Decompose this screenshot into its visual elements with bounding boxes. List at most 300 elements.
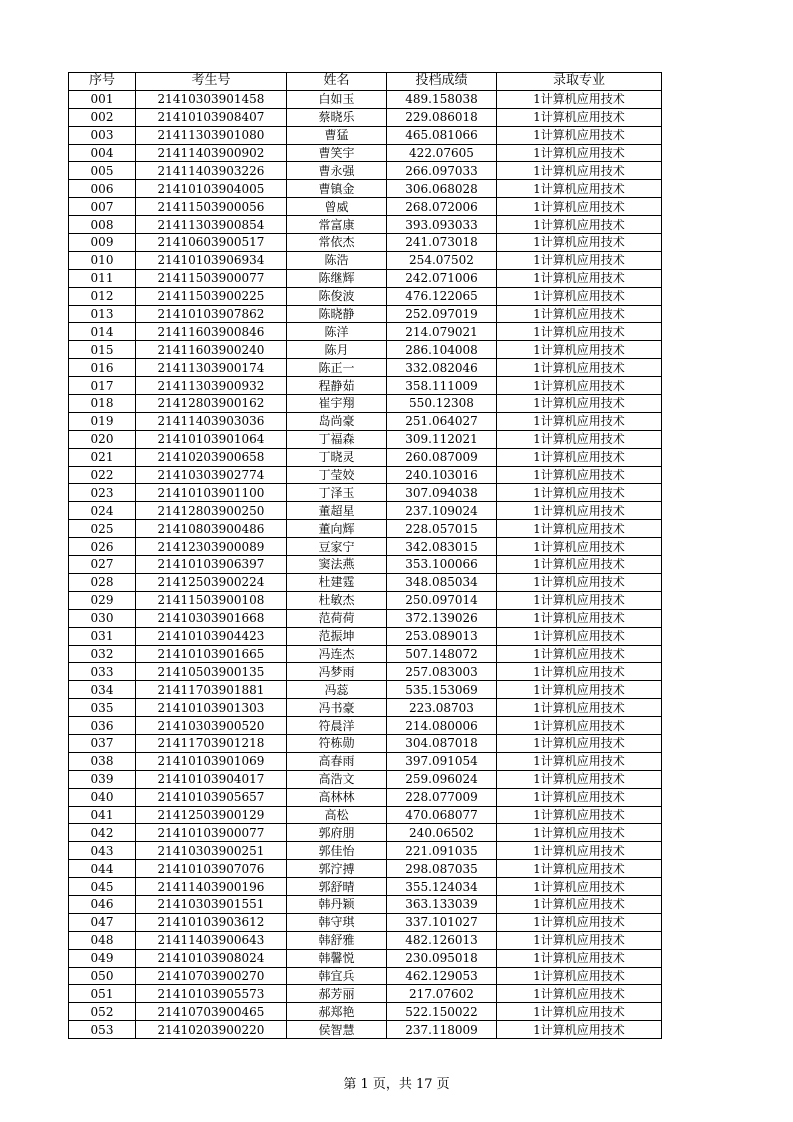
- cell-score: 397.091054: [387, 752, 497, 770]
- cell-name: 郭府朋: [287, 824, 387, 842]
- cell-major: 1计算机应用技术: [497, 824, 662, 842]
- table-row: [69, 126, 662, 144]
- cell-name: 常依杰: [287, 234, 387, 252]
- table-row: [69, 359, 662, 377]
- cell-name: 常富康: [287, 216, 387, 234]
- cell-score: 214.080006: [387, 717, 497, 735]
- cell-seq: 043: [69, 842, 136, 860]
- table-row: [69, 878, 662, 896]
- cell-major: 1计算机应用技术: [497, 251, 662, 269]
- cell-exam-id: 21410103901665: [136, 645, 287, 663]
- cell-major: 1计算机应用技术: [497, 752, 662, 770]
- cell-exam-id: 21411303900854: [136, 216, 287, 234]
- cell-major: 1计算机应用技术: [497, 573, 662, 591]
- cell-name: 韩丹颖: [287, 895, 387, 913]
- cell-exam-id: 21411403900902: [136, 144, 287, 162]
- cell-name: 曾威: [287, 198, 387, 216]
- table-row: [69, 770, 662, 788]
- cell-seq: 008: [69, 216, 136, 234]
- cell-name: 冯连杰: [287, 645, 387, 663]
- cell-name: 陈洋: [287, 323, 387, 341]
- cell-score: 309.112021: [387, 430, 497, 448]
- cell-seq: 031: [69, 627, 136, 645]
- cell-score: 251.064027: [387, 412, 497, 430]
- table-row: [69, 162, 662, 180]
- cell-seq: 025: [69, 520, 136, 538]
- cell-major: 1计算机应用技术: [497, 967, 662, 985]
- cell-score: 307.094038: [387, 484, 497, 502]
- table-row: [69, 985, 662, 1003]
- cell-major: 1计算机应用技术: [497, 234, 662, 252]
- cell-major: 1计算机应用技术: [497, 341, 662, 359]
- cell-seq: 034: [69, 681, 136, 699]
- cell-name: 曹笑宇: [287, 144, 387, 162]
- cell-score: 462.129053: [387, 967, 497, 985]
- cell-name: 郝芳丽: [287, 985, 387, 1003]
- cell-major: 1计算机应用技术: [497, 1003, 662, 1021]
- cell-major: 1计算机应用技术: [497, 717, 662, 735]
- header-seq: 序号: [69, 73, 136, 91]
- cell-exam-id: 21410103901100: [136, 484, 287, 502]
- cell-exam-id: 21410103901064: [136, 430, 287, 448]
- cell-major: 1计算机应用技术: [497, 609, 662, 627]
- cell-name: 符晨洋: [287, 717, 387, 735]
- cell-score: 286.104008: [387, 341, 497, 359]
- header-major: 录取专业: [497, 73, 662, 91]
- cell-exam-id: 21411403903036: [136, 412, 287, 430]
- cell-score: 228.077009: [387, 788, 497, 806]
- cell-exam-id: 21410103906397: [136, 556, 287, 574]
- cell-name: 陈月: [287, 341, 387, 359]
- cell-major: 1计算机应用技术: [497, 180, 662, 198]
- cell-exam-id: 21412803900250: [136, 502, 287, 520]
- cell-major: 1计算机应用技术: [497, 144, 662, 162]
- cell-major: 1计算机应用技术: [497, 842, 662, 860]
- cell-major: 1计算机应用技术: [497, 484, 662, 502]
- cell-score: 342.083015: [387, 538, 497, 556]
- cell-name: 陈晓静: [287, 305, 387, 323]
- cell-exam-id: 21410303901458: [136, 90, 287, 108]
- cell-score: 482.126013: [387, 931, 497, 949]
- cell-seq: 024: [69, 502, 136, 520]
- cell-seq: 045: [69, 878, 136, 896]
- cell-exam-id: 21411503900056: [136, 198, 287, 216]
- cell-name: 陈正一: [287, 359, 387, 377]
- cell-name: 豆家宁: [287, 538, 387, 556]
- table-row: [69, 788, 662, 806]
- cell-seq: 014: [69, 323, 136, 341]
- table-row: [69, 556, 662, 574]
- cell-name: 岛尚豪: [287, 412, 387, 430]
- cell-exam-id: 21410503900135: [136, 663, 287, 681]
- table-row: [69, 842, 662, 860]
- cell-score: 348.085034: [387, 573, 497, 591]
- cell-seq: 012: [69, 287, 136, 305]
- cell-score: 535.153069: [387, 681, 497, 699]
- cell-score: 304.087018: [387, 734, 497, 752]
- cell-major: 1计算机应用技术: [497, 126, 662, 144]
- cell-exam-id: 21411503900108: [136, 591, 287, 609]
- cell-seq: 042: [69, 824, 136, 842]
- cell-name: 曹镇金: [287, 180, 387, 198]
- cell-name: 郭泞搏: [287, 860, 387, 878]
- table-row: [69, 216, 662, 234]
- cell-exam-id: 21411503900225: [136, 287, 287, 305]
- cell-exam-id: 21410103904423: [136, 627, 287, 645]
- table-row: [69, 931, 662, 949]
- cell-major: 1计算机应用技术: [497, 895, 662, 913]
- cell-major: 1计算机应用技术: [497, 985, 662, 1003]
- cell-exam-id: 21411603900240: [136, 341, 287, 359]
- cell-seq: 029: [69, 591, 136, 609]
- cell-score: 240.06502: [387, 824, 497, 842]
- header-score: 投档成绩: [387, 73, 497, 91]
- cell-score: 465.081066: [387, 126, 497, 144]
- cell-major: 1计算机应用技术: [497, 502, 662, 520]
- header-row: [69, 73, 662, 91]
- cell-exam-id: 21411703901881: [136, 681, 287, 699]
- cell-name: 曹永强: [287, 162, 387, 180]
- header-name: 姓名: [287, 73, 387, 91]
- cell-seq: 030: [69, 609, 136, 627]
- cell-name: 丁福森: [287, 430, 387, 448]
- cell-major: 1计算机应用技术: [497, 770, 662, 788]
- cell-major: 1计算机应用技术: [497, 627, 662, 645]
- cell-seq: 003: [69, 126, 136, 144]
- cell-major: 1计算机应用技术: [497, 878, 662, 896]
- cell-seq: 021: [69, 448, 136, 466]
- cell-seq: 037: [69, 734, 136, 752]
- cell-exam-id: 21411303901080: [136, 126, 287, 144]
- cell-seq: 052: [69, 1003, 136, 1021]
- cell-name: 董向辉: [287, 520, 387, 538]
- cell-exam-id: 21410803900486: [136, 520, 287, 538]
- cell-score: 266.097033: [387, 162, 497, 180]
- cell-seq: 019: [69, 412, 136, 430]
- table-row: [69, 377, 662, 395]
- cell-score: 332.082046: [387, 359, 497, 377]
- cell-name: 韩舒雅: [287, 931, 387, 949]
- cell-exam-id: 21410703900270: [136, 967, 287, 985]
- table-row: [69, 699, 662, 717]
- cell-name: 白如玉: [287, 90, 387, 108]
- cell-score: 230.095018: [387, 949, 497, 967]
- cell-name: 郝郑艳: [287, 1003, 387, 1021]
- cell-name: 崔宇翔: [287, 395, 387, 413]
- table-row: [69, 412, 662, 430]
- cell-score: 306.068028: [387, 180, 497, 198]
- cell-exam-id: 21412803900162: [136, 395, 287, 413]
- cell-exam-id: 21410703900465: [136, 1003, 287, 1021]
- table-row: [69, 645, 662, 663]
- cell-score: 550.12308: [387, 395, 497, 413]
- cell-name: 范荷荷: [287, 609, 387, 627]
- cell-name: 杜敏杰: [287, 591, 387, 609]
- cell-score: 252.097019: [387, 305, 497, 323]
- cell-seq: 011: [69, 269, 136, 287]
- cell-score: 470.068077: [387, 806, 497, 824]
- cell-seq: 002: [69, 108, 136, 126]
- page-footer: 第 1 页，共 17 页: [343, 1077, 450, 1092]
- cell-exam-id: 21411403900643: [136, 931, 287, 949]
- cell-major: 1计算机应用技术: [497, 90, 662, 108]
- cell-name: 丁泽玉: [287, 484, 387, 502]
- cell-score: 242.071006: [387, 269, 497, 287]
- table-row: [69, 430, 662, 448]
- cell-seq: 017: [69, 377, 136, 395]
- cell-score: 223.08703: [387, 699, 497, 717]
- cell-major: 1计算机应用技术: [497, 556, 662, 574]
- cell-name: 曹猛: [287, 126, 387, 144]
- cell-seq: 022: [69, 466, 136, 484]
- cell-name: 侯智慧: [287, 1021, 387, 1039]
- cell-seq: 007: [69, 198, 136, 216]
- table-row: [69, 681, 662, 699]
- cell-major: 1计算机应用技术: [497, 162, 662, 180]
- cell-exam-id: 21410103907862: [136, 305, 287, 323]
- table-row: [69, 609, 662, 627]
- cell-score: 229.086018: [387, 108, 497, 126]
- table-row: [69, 395, 662, 413]
- cell-seq: 016: [69, 359, 136, 377]
- cell-seq: 050: [69, 967, 136, 985]
- cell-score: 298.087035: [387, 860, 497, 878]
- cell-exam-id: 21410103907076: [136, 860, 287, 878]
- admission-table: [68, 72, 662, 1039]
- cell-major: 1计算机应用技术: [497, 305, 662, 323]
- cell-name: 董超星: [287, 502, 387, 520]
- cell-major: 1计算机应用技术: [497, 699, 662, 717]
- cell-exam-id: 21410103904005: [136, 180, 287, 198]
- cell-name: 郭舒晴: [287, 878, 387, 896]
- cell-major: 1计算机应用技术: [497, 931, 662, 949]
- cell-name: 丁莹姣: [287, 466, 387, 484]
- cell-seq: 047: [69, 913, 136, 931]
- cell-major: 1计算机应用技术: [497, 216, 662, 234]
- cell-seq: 020: [69, 430, 136, 448]
- cell-seq: 039: [69, 770, 136, 788]
- cell-major: 1计算机应用技术: [497, 108, 662, 126]
- cell-major: 1计算机应用技术: [497, 788, 662, 806]
- cell-score: 353.100066: [387, 556, 497, 574]
- cell-score: 254.07502: [387, 251, 497, 269]
- cell-major: 1计算机应用技术: [497, 949, 662, 967]
- cell-exam-id: 21410303901551: [136, 895, 287, 913]
- cell-major: 1计算机应用技术: [497, 913, 662, 931]
- cell-score: 522.150022: [387, 1003, 497, 1021]
- table-row: [69, 323, 662, 341]
- cell-name: 符栋勋: [287, 734, 387, 752]
- cell-exam-id: 21410103908407: [136, 108, 287, 126]
- cell-seq: 006: [69, 180, 136, 198]
- cell-exam-id: 21410603900517: [136, 234, 287, 252]
- table-row: [69, 305, 662, 323]
- cell-exam-id: 21410103901303: [136, 699, 287, 717]
- cell-seq: 051: [69, 985, 136, 1003]
- cell-score: 241.073018: [387, 234, 497, 252]
- cell-score: 393.093033: [387, 216, 497, 234]
- cell-seq: 041: [69, 806, 136, 824]
- cell-seq: 036: [69, 717, 136, 735]
- table-row: [69, 573, 662, 591]
- cell-name: 范振坤: [287, 627, 387, 645]
- cell-name: 蔡晓乐: [287, 108, 387, 126]
- cell-score: 253.089013: [387, 627, 497, 645]
- cell-score: 250.097014: [387, 591, 497, 609]
- cell-exam-id: 21411303900932: [136, 377, 287, 395]
- table-row: [69, 752, 662, 770]
- table-row: [69, 949, 662, 967]
- cell-score: 214.079021: [387, 323, 497, 341]
- cell-exam-id: 21411403903226: [136, 162, 287, 180]
- table-row: [69, 144, 662, 162]
- cell-name: 窦法燕: [287, 556, 387, 574]
- cell-seq: 004: [69, 144, 136, 162]
- table-row: [69, 663, 662, 681]
- table-row: [69, 824, 662, 842]
- header-exam-id: 考生号: [136, 73, 287, 91]
- cell-name: 冯书豪: [287, 699, 387, 717]
- cell-exam-id: 21410103901069: [136, 752, 287, 770]
- cell-seq: 013: [69, 305, 136, 323]
- table-row: [69, 1003, 662, 1021]
- cell-seq: 005: [69, 162, 136, 180]
- cell-exam-id: 21410103903612: [136, 913, 287, 931]
- table-row: [69, 234, 662, 252]
- cell-seq: 001: [69, 90, 136, 108]
- cell-score: 507.148072: [387, 645, 497, 663]
- cell-exam-id: 21411603900846: [136, 323, 287, 341]
- table-row: [69, 538, 662, 556]
- cell-score: 422.07605: [387, 144, 497, 162]
- table-row: [69, 341, 662, 359]
- cell-major: 1计算机应用技术: [497, 198, 662, 216]
- cell-name: 高松: [287, 806, 387, 824]
- cell-name: 韩宜兵: [287, 967, 387, 985]
- table-row: [69, 466, 662, 484]
- cell-exam-id: 21412503900129: [136, 806, 287, 824]
- table-row: [69, 502, 662, 520]
- cell-score: 372.139026: [387, 609, 497, 627]
- cell-exam-id: 21412503900224: [136, 573, 287, 591]
- cell-exam-id: 21410303900520: [136, 717, 287, 735]
- cell-major: 1计算机应用技术: [497, 377, 662, 395]
- table-row: [69, 591, 662, 609]
- table-row: [69, 108, 662, 126]
- cell-major: 1计算机应用技术: [497, 663, 662, 681]
- cell-seq: 048: [69, 931, 136, 949]
- cell-exam-id: 21410103904017: [136, 770, 287, 788]
- cell-name: 高春雨: [287, 752, 387, 770]
- cell-seq: 033: [69, 663, 136, 681]
- cell-major: 1计算机应用技术: [497, 681, 662, 699]
- cell-score: 257.083003: [387, 663, 497, 681]
- cell-seq: 049: [69, 949, 136, 967]
- cell-seq: 010: [69, 251, 136, 269]
- cell-exam-id: 21410103905657: [136, 788, 287, 806]
- cell-major: 1计算机应用技术: [497, 269, 662, 287]
- table-row: [69, 627, 662, 645]
- table-row: [69, 180, 662, 198]
- table-row: [69, 717, 662, 735]
- table-row: [69, 90, 662, 108]
- cell-major: 1计算机应用技术: [497, 538, 662, 556]
- cell-major: 1计算机应用技术: [497, 860, 662, 878]
- cell-score: 237.118009: [387, 1021, 497, 1039]
- cell-seq: 015: [69, 341, 136, 359]
- cell-score: 337.101027: [387, 913, 497, 931]
- cell-major: 1计算机应用技术: [497, 1021, 662, 1039]
- cell-major: 1计算机应用技术: [497, 395, 662, 413]
- cell-exam-id: 21412303900089: [136, 538, 287, 556]
- cell-name: 高林林: [287, 788, 387, 806]
- cell-name: 程静茹: [287, 377, 387, 395]
- cell-exam-id: 21410203900658: [136, 448, 287, 466]
- cell-major: 1计算机应用技术: [497, 466, 662, 484]
- cell-exam-id: 21410303900251: [136, 842, 287, 860]
- cell-score: 228.057015: [387, 520, 497, 538]
- cell-major: 1计算机应用技术: [497, 430, 662, 448]
- cell-score: 363.133039: [387, 895, 497, 913]
- table-row: [69, 251, 662, 269]
- cell-seq: 035: [69, 699, 136, 717]
- table-row: [69, 287, 662, 305]
- cell-exam-id: 21411403900196: [136, 878, 287, 896]
- cell-major: 1计算机应用技术: [497, 448, 662, 466]
- cell-exam-id: 21411303900174: [136, 359, 287, 377]
- cell-exam-id: 21410203900220: [136, 1021, 287, 1039]
- cell-name: 陈浩: [287, 251, 387, 269]
- cell-score: 268.072006: [387, 198, 497, 216]
- cell-seq: 044: [69, 860, 136, 878]
- cell-major: 1计算机应用技术: [497, 645, 662, 663]
- table-row: [69, 913, 662, 931]
- table-row: [69, 1021, 662, 1039]
- cell-score: 358.111009: [387, 377, 497, 395]
- cell-score: 221.091035: [387, 842, 497, 860]
- cell-seq: 038: [69, 752, 136, 770]
- cell-name: 杜建霆: [287, 573, 387, 591]
- cell-exam-id: 21410103906934: [136, 251, 287, 269]
- cell-major: 1计算机应用技术: [497, 412, 662, 430]
- cell-name: 冯蕊: [287, 681, 387, 699]
- table-row: [69, 806, 662, 824]
- cell-major: 1计算机应用技术: [497, 287, 662, 305]
- cell-exam-id: 21410303901668: [136, 609, 287, 627]
- cell-name: 冯梦雨: [287, 663, 387, 681]
- table-row: [69, 520, 662, 538]
- cell-major: 1计算机应用技术: [497, 359, 662, 377]
- table-row: [69, 269, 662, 287]
- cell-major: 1计算机应用技术: [497, 520, 662, 538]
- table-row: [69, 484, 662, 502]
- table-row: [69, 448, 662, 466]
- cell-exam-id: 21411703901218: [136, 734, 287, 752]
- cell-seq: 032: [69, 645, 136, 663]
- table-row: [69, 860, 662, 878]
- table-row: [69, 967, 662, 985]
- cell-seq: 027: [69, 556, 136, 574]
- cell-score: 237.109024: [387, 502, 497, 520]
- cell-name: 丁晓灵: [287, 448, 387, 466]
- cell-score: 476.122065: [387, 287, 497, 305]
- cell-seq: 009: [69, 234, 136, 252]
- cell-major: 1计算机应用技术: [497, 323, 662, 341]
- table-row: [69, 734, 662, 752]
- cell-name: 韩守琪: [287, 913, 387, 931]
- cell-major: 1计算机应用技术: [497, 734, 662, 752]
- cell-exam-id: 21410103900077: [136, 824, 287, 842]
